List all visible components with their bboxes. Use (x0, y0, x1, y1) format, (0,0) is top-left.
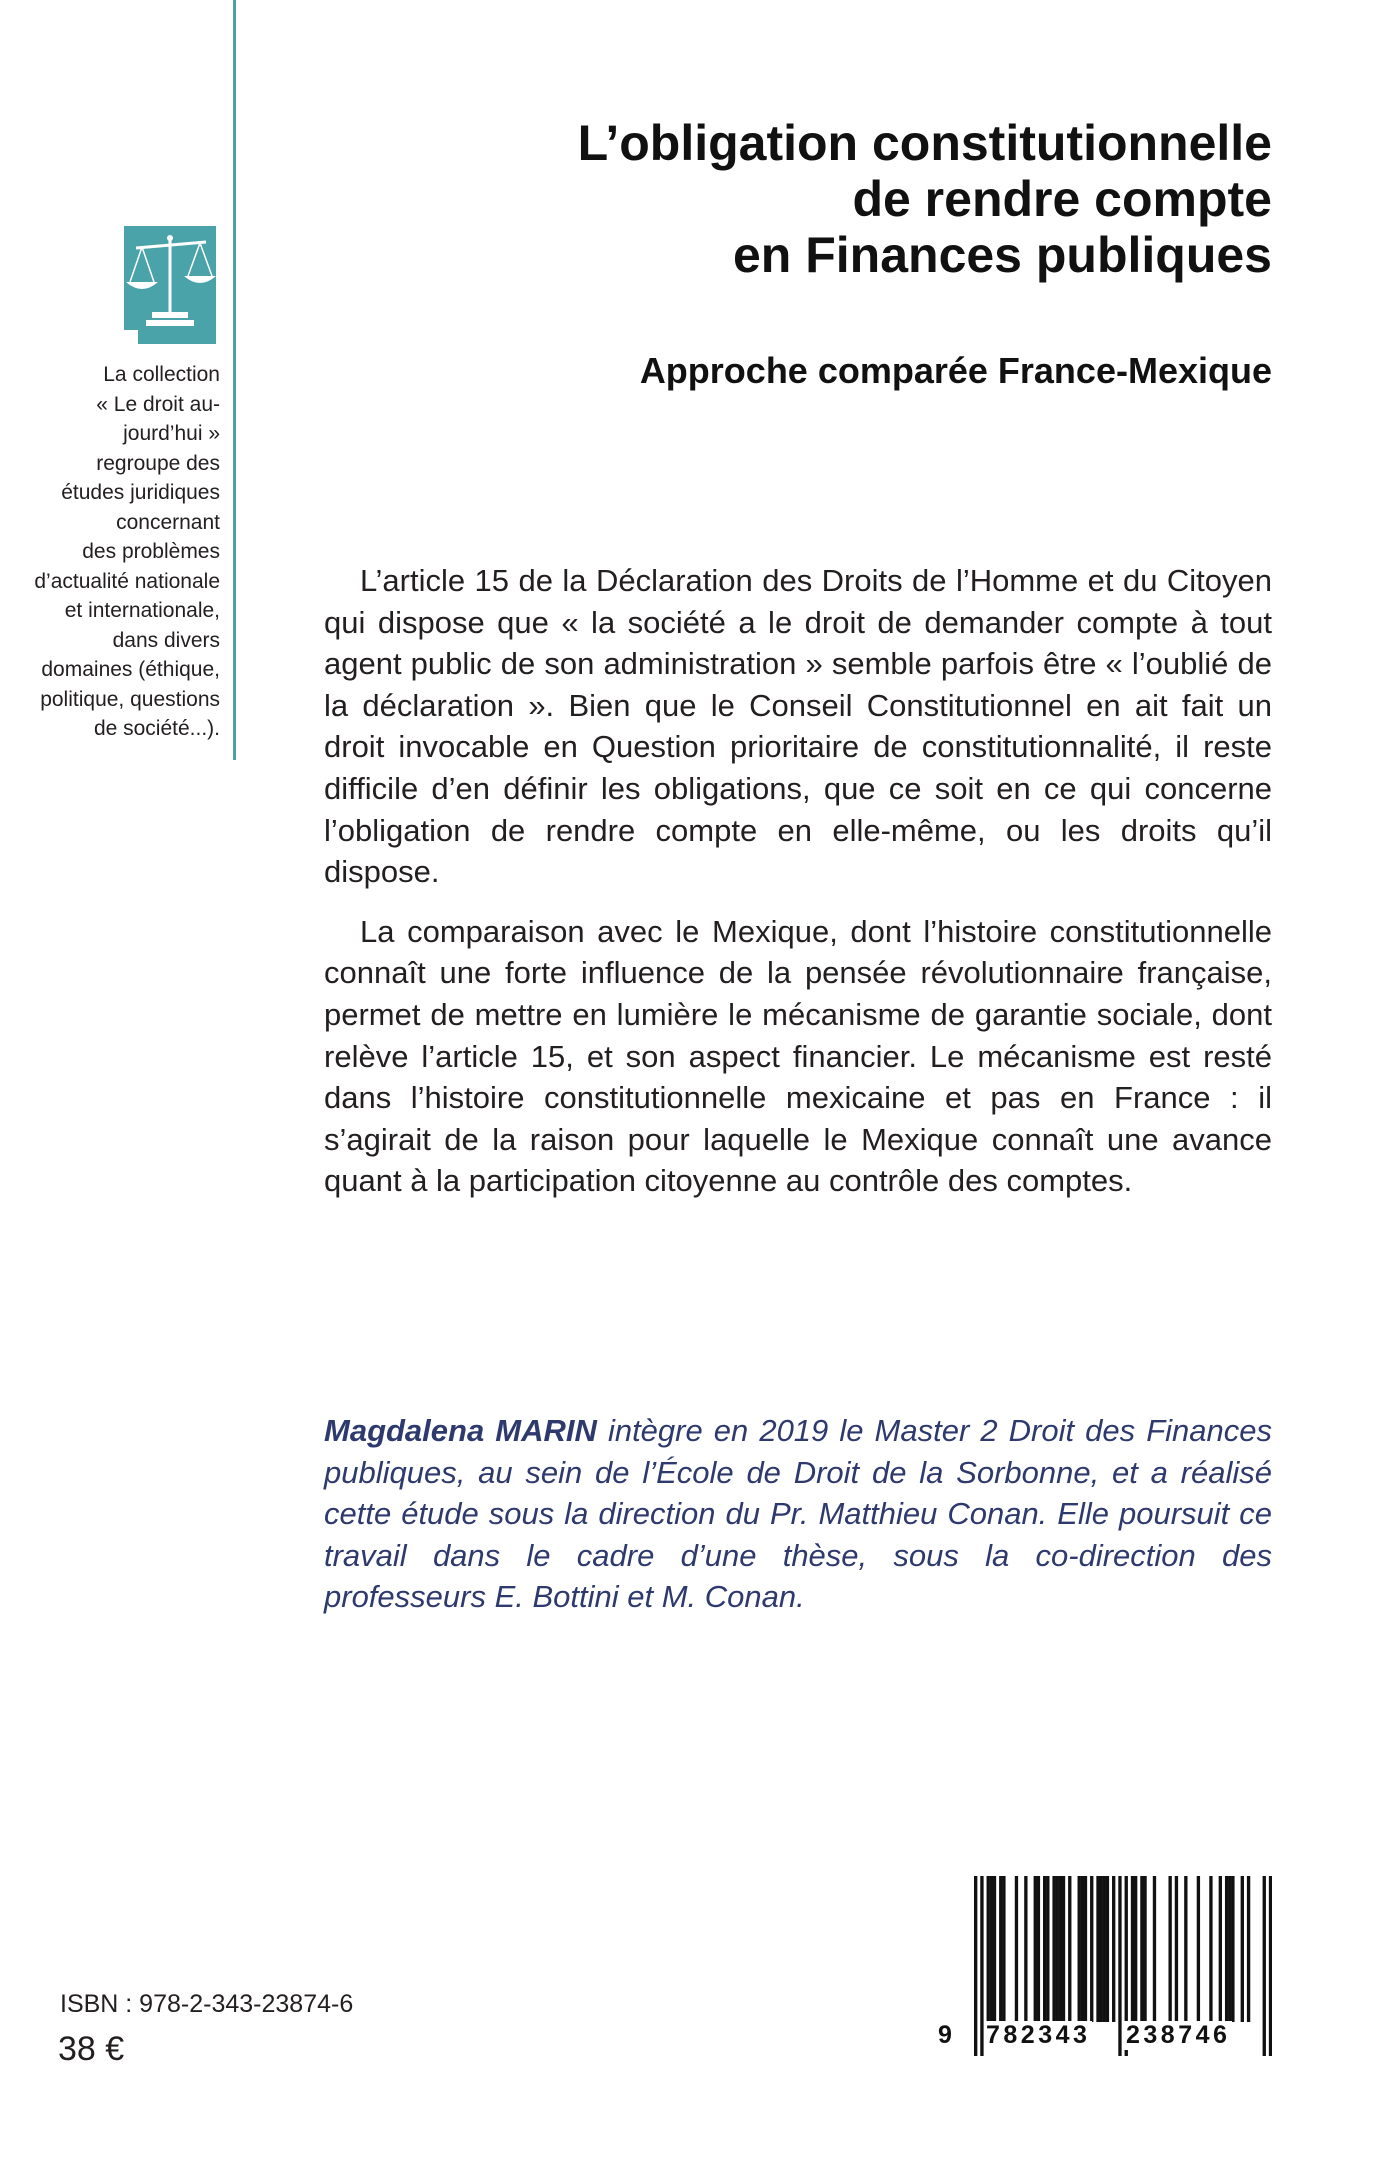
collection-line: de société...). (93, 717, 220, 740)
collection-line: concernant (116, 510, 220, 534)
barcode-bar (990, 1876, 993, 2022)
barcode-bar (1197, 1876, 1200, 2022)
barcode-bar (1015, 1876, 1018, 2022)
barcode-bar (1241, 1876, 1244, 2022)
collection-line: d’actualité nationale (34, 569, 220, 593)
barcode-bar (1134, 1876, 1137, 2022)
barcode-bar (999, 1876, 1002, 2022)
vertical-accent-rule (233, 0, 236, 760)
barcode-bar (1153, 1876, 1156, 2022)
barcode-bar (1112, 1876, 1115, 2022)
collection-line: regroupe des (96, 451, 220, 475)
collection-line: politique, questions (40, 687, 220, 711)
barcode-bar (1046, 1876, 1049, 2022)
barcode-bar (1099, 1876, 1102, 2022)
author-bio (324, 1410, 1272, 1618)
author-bio-text: intègre en 2019 le Master 2 Droit des Finances publiques, au sein de l’École de Droit de la Sorbonne, et a réalisé cette étude sous la direction du Pr. Matthieu Conan. Elle poursuit ce travail dans le cadre d’une thèse, sous la co-direction des professeurs E. Bottini et M. Conan. (324, 1413, 1272, 1615)
summary (324, 560, 1272, 1220)
summary-paragraph: La comparaison avec le Mexique, dont l’histoire constitutionnelle connaît une forte influence de la pensée révolutionnaire française, permet de mettre en lumière le mécanisme de garantie sociale, dont relève l’article 15, et son aspect financier. Le mécanisme est resté dans l’histoire constitutionnelle mexicaine et pas en France : il s’agirait de la raison pour laquelle le Mexique connaît une avance quant à la participation citoyenne au contrôle des comptes. (324, 913, 1272, 1199)
barcode-bar (1184, 1876, 1187, 2022)
barcode-bar (1084, 1876, 1087, 2022)
barcode-bar (1024, 1876, 1027, 2022)
barcode-bar (1143, 1876, 1146, 2022)
barcode-bar (1034, 1876, 1037, 2022)
collection-line: dans divers (112, 628, 220, 652)
barcode-bar (1106, 1876, 1109, 2022)
collection-line: domaines (éthique, (41, 658, 220, 681)
author-name: Magdalena MARIN (324, 1413, 597, 1448)
barcode-group-right: 238746 (1126, 2021, 1231, 2049)
barcode-bar (1225, 1876, 1228, 2022)
barcode-bar (1043, 1876, 1046, 2022)
barcode-bar (1103, 1876, 1106, 2022)
title-line: de rendre compte (852, 171, 1272, 227)
barcode-bar (1140, 1876, 1143, 2022)
barcode-bar (1056, 1876, 1059, 2022)
title-line: L’obligation constitutionnelle (577, 115, 1272, 171)
barcode-bar (1081, 1876, 1084, 2022)
barcode-bar (1131, 1876, 1134, 2022)
collection-line: jourd’hui » (123, 422, 220, 445)
barcode-bar (1062, 1876, 1065, 2022)
collection-description (8, 360, 220, 744)
collection-line: La collection (103, 363, 220, 386)
barcode-bar (1068, 1876, 1071, 2022)
barcode-bar (1059, 1876, 1062, 2022)
collection-line: études juridiques (61, 481, 220, 504)
isbn: ISBN : 978-2-343-23874-6 (60, 1990, 354, 2018)
barcode-bar (1037, 1876, 1040, 2022)
barcode-bar (1090, 1876, 1093, 2022)
barcode-bar (1175, 1876, 1178, 2022)
barcode-bar (993, 1876, 996, 2022)
barcode-bar (987, 1876, 990, 2022)
barcode-bar (1168, 1876, 1171, 2022)
barcode-bar (1078, 1876, 1081, 2022)
collection-line: des problèmes (82, 540, 220, 563)
barcode-bar (1247, 1876, 1250, 2022)
price: 38 € (58, 2030, 125, 2068)
book-title (372, 115, 1272, 283)
collection-line: « Le droit au- (96, 392, 220, 416)
barcode-bar (1231, 1876, 1234, 2022)
barcode-bar (1052, 1876, 1055, 2022)
book-subtitle: Approche comparée France-Mexique (639, 350, 1272, 391)
barcode-group-left: 782343 (986, 2021, 1091, 2049)
barcode-bar (1209, 1876, 1212, 2022)
summary-paragraph: L’article 15 de la Déclaration des Droits de l’Homme et du Citoyen qui dispose que « la société a le droit de demander compte à tout agent public de son administration » semble parfois être « l’oublié de la déclaration ». Bien que le Conseil Constitutionnel en ait fait un droit invocable en Question prioritaire de constitutionnalité, il reste difficile d’en définir les obligations, que ce soit en ce qui concerne l’obligation de rendre compte en elle-même, ou les droits qu’il dispose. (324, 563, 1272, 890)
barcode-digits (938, 2021, 1272, 2051)
scales-of-justice-icon (116, 226, 226, 344)
barcode-bar (1219, 1876, 1222, 2022)
barcode-bar (1096, 1876, 1099, 2022)
barcode (938, 1876, 1272, 2056)
title-line: en Finances publiques (733, 227, 1272, 283)
collection-line: et internationale, (64, 599, 220, 622)
barcode-bar (1228, 1876, 1231, 2022)
barcode-bar (1002, 1876, 1005, 2022)
barcode-lead-digit: 9 (938, 2021, 956, 2049)
